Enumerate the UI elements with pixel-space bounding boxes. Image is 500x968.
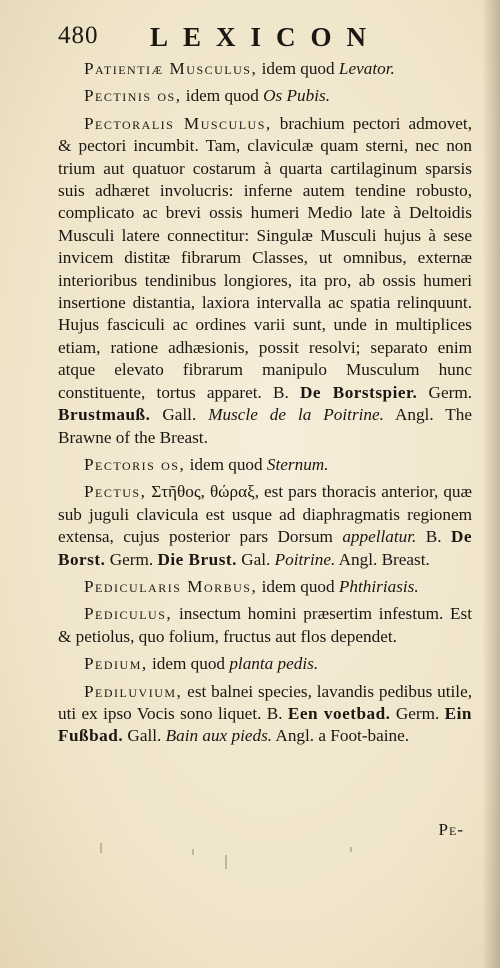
entry-text: Gal.	[236, 549, 275, 569]
entry-pectinis-os	[58, 85, 472, 107]
entry-cross-reference: planta pedis.	[229, 654, 319, 674]
entry-pectoris-os	[58, 454, 472, 476]
page-gutter-shadow	[482, 0, 500, 968]
entry-pedium	[58, 653, 472, 675]
english-term: Angl. a Foot-baine.	[272, 726, 410, 746]
english-term: Angl. The Brawne of the Breast.	[58, 405, 472, 447]
entry-text: idem quod	[185, 454, 267, 474]
entry-cross-reference: Os Pubis.	[263, 86, 330, 106]
entry-text: est balnei species, lavandis pedibus utile, uti ex ipso Vocis sono liquet. B.	[58, 681, 472, 723]
entry-headword: Patientiæ Musculus,	[84, 59, 258, 78]
entry-pedicularis-morbus	[58, 576, 472, 598]
entry-text: Germ.	[390, 703, 445, 723]
running-title: LEXICON	[150, 22, 382, 52]
entry-headword: Pectinis os,	[84, 86, 182, 106]
entry-text: Germ.	[105, 549, 158, 569]
entry-text: idem quod	[147, 654, 230, 674]
dutch-term: Een voetbad.	[287, 703, 391, 723]
page-number: 480	[58, 22, 99, 49]
german-term: Brustmauß.	[58, 405, 151, 425]
entry-text: Gall.	[123, 726, 166, 746]
dutch-term: De Borst.	[58, 527, 472, 569]
entry-text: B.	[416, 527, 451, 547]
entry-cross-reference: Phthiriasis.	[338, 576, 419, 596]
entry-text: insectum homini præsertim infestum. Est & petiolus, quo folium, fructus aut flos dependet.	[58, 604, 472, 646]
entry-headword: Pedium,	[84, 654, 148, 674]
entry-pectus	[58, 481, 472, 571]
french-term: Poitrine.	[274, 549, 336, 569]
entry-text: Gall.	[150, 405, 209, 425]
entry-headword: Pectus,	[84, 482, 147, 502]
german-term: Die Brust.	[157, 549, 237, 569]
entry-cross-reference: Levator.	[338, 59, 395, 78]
page-header	[58, 22, 418, 52]
german-term: Ein Fußbad.	[58, 703, 472, 746]
entry-text: brachium pectori admovet, & pectori incumbit. Tam, claviculæ quam sterni, nec non trium aut quatuor costarum à quarta cartilaginum sparsis suis adhæret involucris: inferne autem tendine robusto, complicato ac brevi ossis humeri Medio late à Deltoidis Musculi latere connectitur: Singulæ Musculi hujus à sese invicem distitæ fibrarum Classes, ut omnibus, externæ interioribus tendinibus longiores, ita pro, ab ossis humeri insertione distantia, laxiora intervalla ac spatia relinquunt. Hujus fasciculi ac ordines varii sunt, unde in multiplices etiam, ratione adhæsionis, possit resolvi; separato enim atque elevato fibrarum manipulo Musculum hunc constituente, tortus apparet. B.	[58, 113, 472, 402]
entry-headword: Pediculus,	[84, 604, 173, 624]
entry-patientiae-musculus	[58, 58, 472, 80]
french-term: Muscle de la Poitrine.	[208, 405, 384, 425]
entry-headword: Pedicularis Morbus,	[84, 576, 258, 596]
entry-headword: Pediluvium,	[84, 681, 183, 701]
dutch-term: De Borstspier.	[299, 382, 418, 402]
entry-text: Στῆθος, θώραξ, est pars thoracis anterior, quæ sub juguli clavicula est usque ad diaphragmatis regionem extensa, cujus posterior pars Dorsum	[58, 482, 472, 547]
entry-text: idem quod	[181, 86, 264, 106]
entry-text: Germ.	[417, 382, 472, 402]
paper-blemishes	[60, 835, 460, 875]
entry-headword: Pectoris os,	[84, 454, 186, 474]
entry-text: idem quod	[257, 59, 339, 78]
entry-cross-reference: appellatur.	[342, 527, 417, 547]
entry-cross-reference: Sternum.	[266, 454, 329, 474]
catchword: Pe-	[438, 820, 464, 839]
entry-pectoralis-musculus	[58, 113, 472, 449]
english-term: Angl. Breast.	[335, 549, 430, 569]
entry-pediluvium	[58, 681, 472, 748]
lexicon-body	[58, 58, 472, 753]
entry-text: idem quod	[257, 576, 339, 596]
entry-pediculus	[58, 603, 472, 648]
entry-headword: Pectoralis Musculus,	[84, 113, 272, 133]
french-term: Bain aux pieds.	[165, 726, 273, 746]
